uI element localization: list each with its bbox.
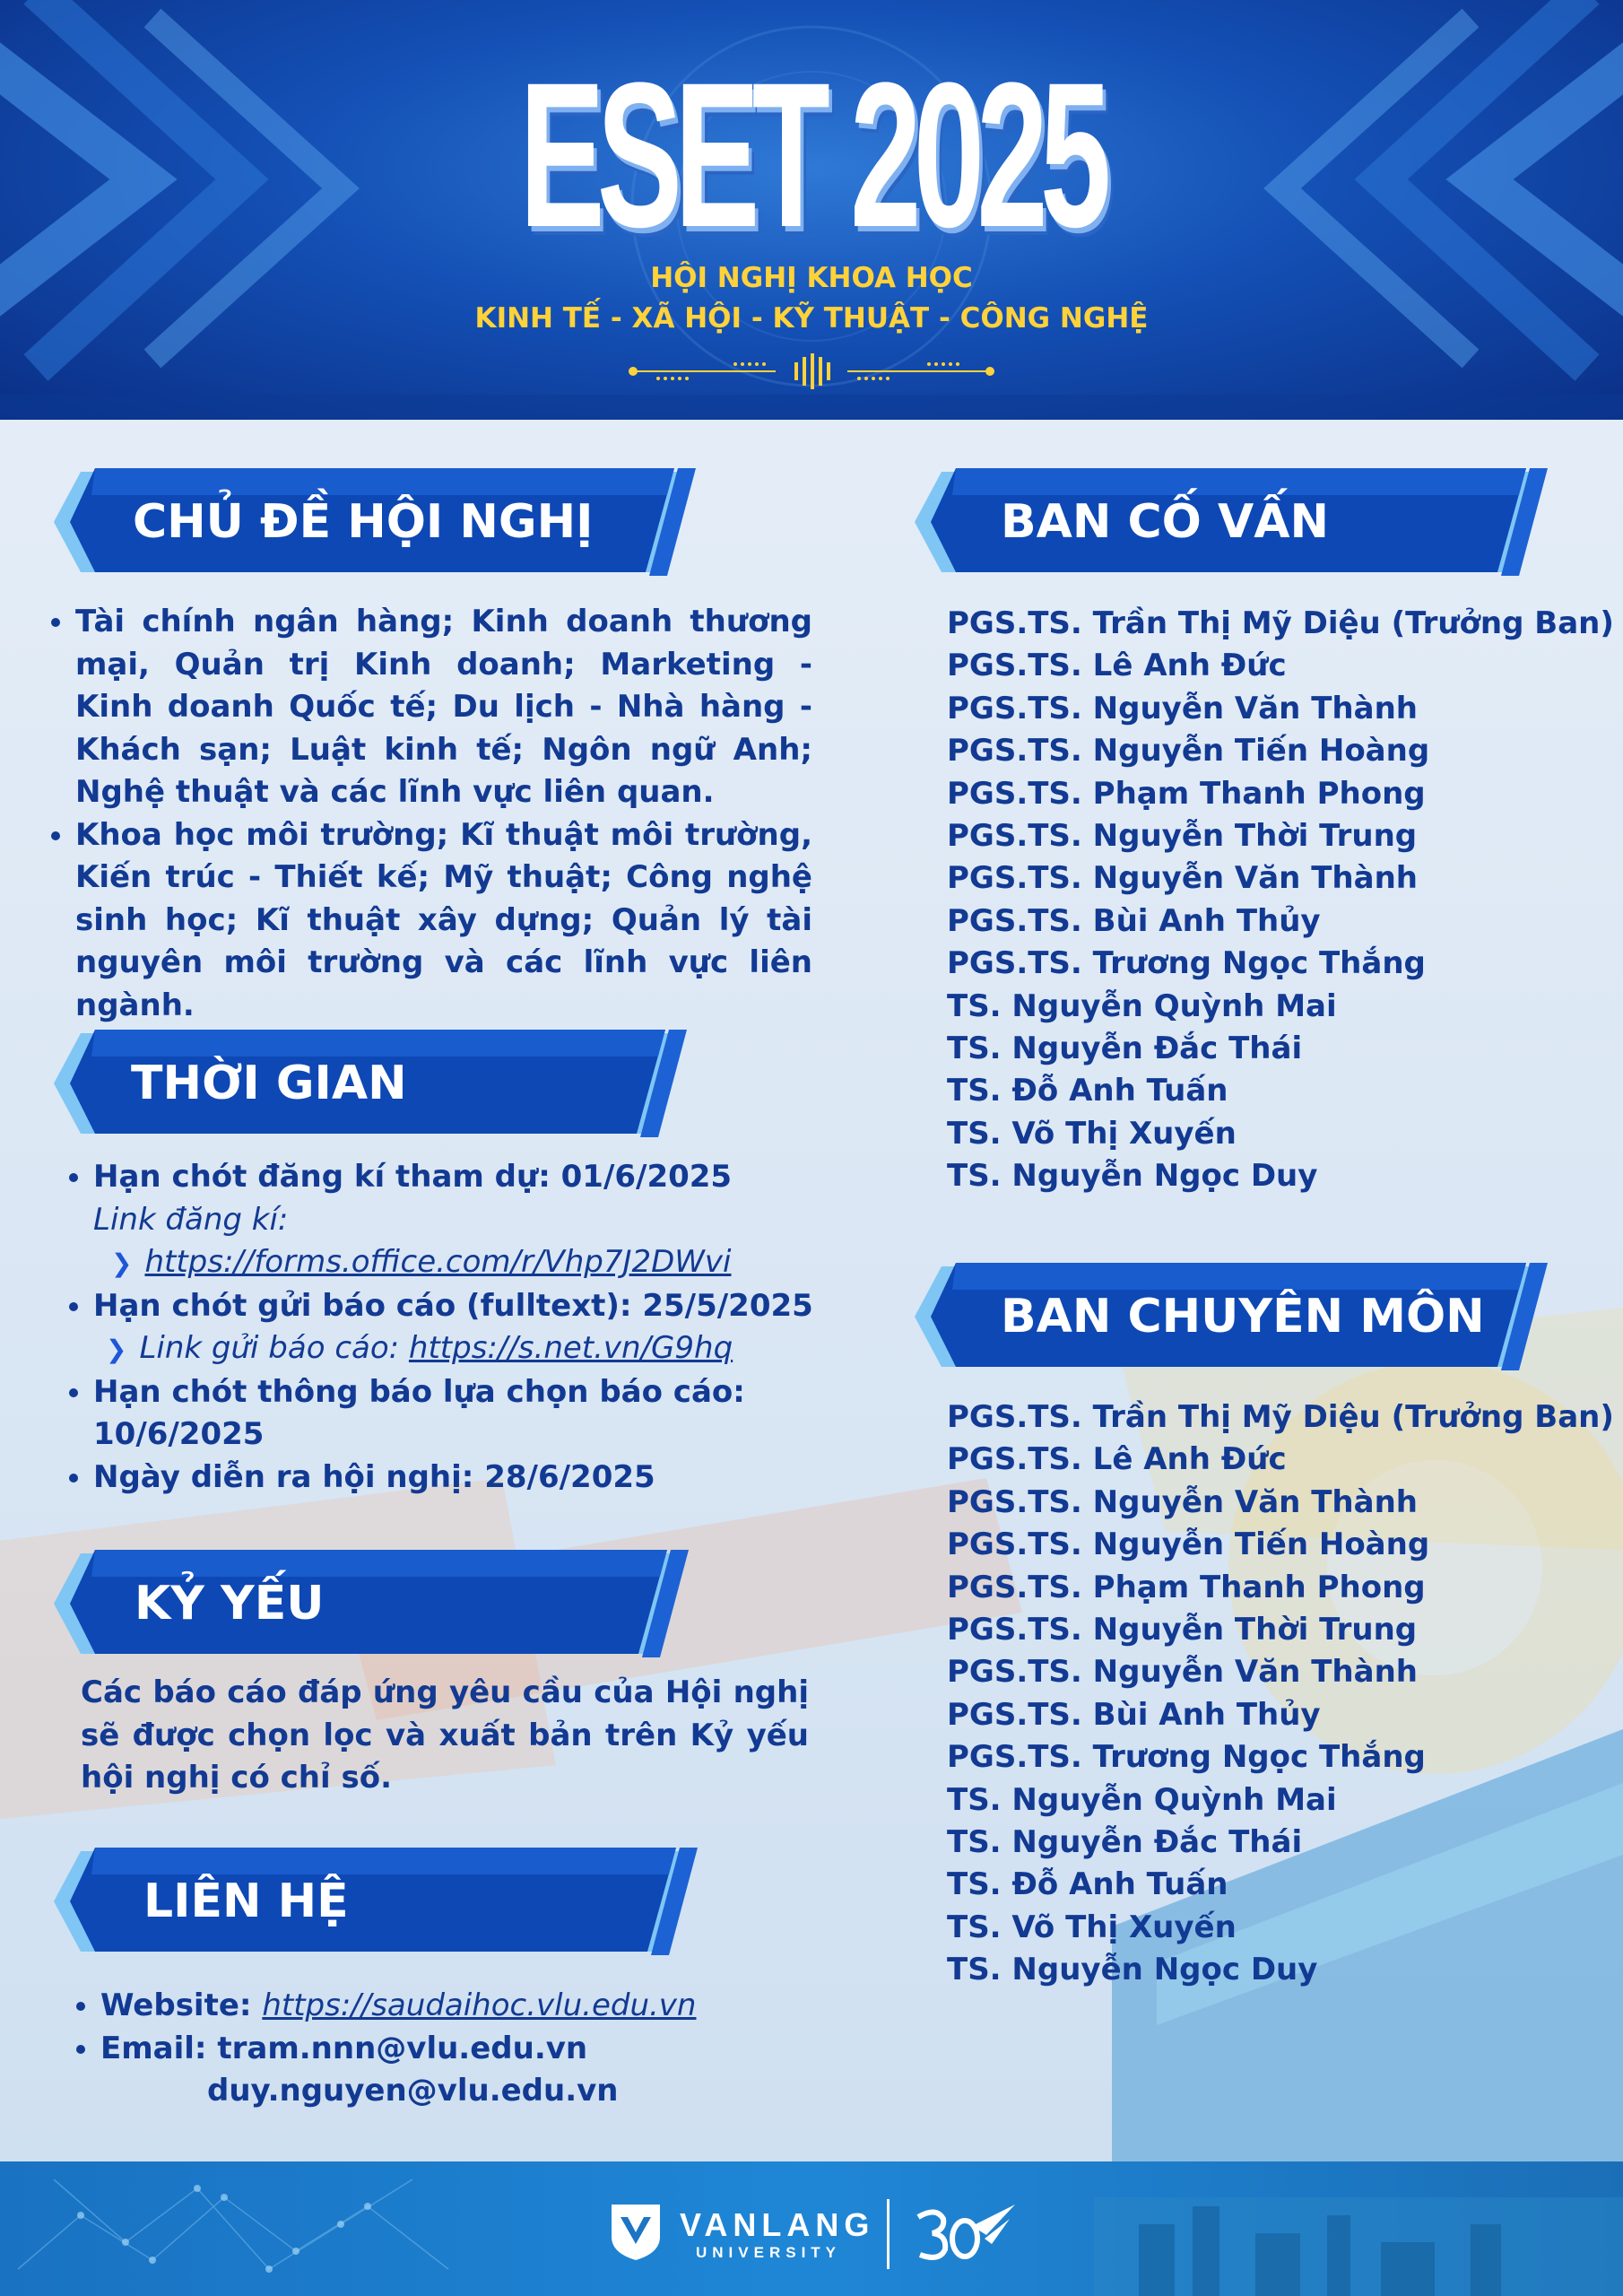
section-title-expert: BAN CHUYÊN MÔN <box>1001 1290 1485 1344</box>
expert-member: TS. Võ Thị Xuyến <box>947 1909 1237 1945</box>
section-banner-topics <box>47 468 701 576</box>
chevron-right-icon: ❯ <box>111 1248 133 1278</box>
fulltext-deadline: Hạn chót gửi báo cáo (fulltext): 25/5/2025 <box>93 1287 813 1324</box>
ornament-divider <box>628 353 995 389</box>
registration-link-label: Link đăng kí: <box>93 1201 289 1238</box>
section-banner-proceedings <box>47 1550 694 1657</box>
advisory-member: PGS.TS. Trương Ngọc Thắng <box>947 945 1426 982</box>
anniversary-logo-icon <box>909 2199 1017 2271</box>
contact-email <box>100 2028 841 2113</box>
contact-website <box>100 1985 841 2028</box>
advisory-member: TS. Nguyễn Ngọc Duy <box>947 1158 1318 1195</box>
section-title-advisory: BAN CỐ VẤN <box>1001 495 1329 549</box>
expert-member: PGS.TS. Nguyễn Văn Thành <box>947 1654 1418 1691</box>
timeline-list <box>61 1156 832 1499</box>
event-subtitle-line1: HỘI NGHỊ KHOA HỌC <box>650 262 973 294</box>
submission-link-label: Link gửi báo cáo: <box>139 1330 400 1366</box>
advisory-member: PGS.TS. Nguyễn Tiến Hoàng <box>947 733 1430 770</box>
expert-member: PGS.TS. Nguyễn Tiến Hoàng <box>947 1526 1430 1563</box>
expert-member: TS. Nguyễn Đắc Thái <box>947 1824 1303 1861</box>
expert-member: PGS.TS. Trương Ngọc Thắng <box>947 1739 1426 1776</box>
advisory-member: TS. Nguyễn Đắc Thái <box>947 1031 1303 1067</box>
advisory-board-list <box>947 603 1614 1198</box>
advisory-member: TS. Đỗ Anh Tuấn <box>947 1073 1228 1109</box>
notification-deadline-b: 10/6/2025 <box>93 1416 265 1452</box>
expert-board-list <box>947 1396 1614 1992</box>
notification-deadline-a: Hạn chót thông báo lựa chọn báo cáo: <box>93 1373 745 1410</box>
expert-member: PGS.TS. Phạm Thanh Phong <box>947 1569 1426 1605</box>
expert-member: PGS.TS. Nguyễn Thời Trung <box>947 1612 1418 1648</box>
registration-link-row <box>93 1241 832 1285</box>
vanlang-shield-logo-icon <box>608 2201 664 2262</box>
section-banner-contact <box>47 1848 703 1955</box>
expert-member: TS. Đỗ Anh Tuấn <box>947 1866 1228 1903</box>
section-title-topics: CHỦ ĐỀ HỘI NGHỊ <box>133 495 594 549</box>
advisory-member: PGS.TS. Trần Thị Mỹ Diệu (Trưởng Ban) <box>947 605 1614 641</box>
timeline-conference-date: • Ngày diễn ra hội nghị: 28/6/2025 <box>93 1457 832 1500</box>
topics-list <box>45 601 812 1027</box>
advisory-member: PGS.TS. Bùi Anh Thủy <box>947 902 1321 939</box>
section-banner-time <box>47 1030 692 1137</box>
expert-member: PGS.TS. Lê Anh Đức <box>947 1441 1287 1478</box>
expert-member: PGS.TS. Trần Thị Mỹ Diệu (Trưởng Ban) <box>947 1399 1614 1435</box>
section-title-contact: LIÊN HỆ <box>143 1874 349 1928</box>
advisory-member: PGS.TS. Nguyễn Văn Thành <box>947 690 1418 726</box>
chevron-right-icon: ❯ <box>106 1335 127 1364</box>
timeline-registration <box>93 1156 832 1285</box>
event-subtitle-line2: KINH TẾ - XÃ HỘI - KỸ THUẬT - CÔNG NGHỆ <box>474 302 1149 335</box>
expert-member: TS. Nguyễn Ngọc Duy <box>947 1952 1318 1988</box>
advisory-member: PGS.TS. Phạm Thanh Phong <box>947 775 1426 812</box>
timeline-notification <box>93 1371 832 1457</box>
website-link[interactable]: https://saudaihoc.vlu.edu.vn <box>262 1987 697 2023</box>
section-title-proceedings: KỶ YẾU <box>135 1577 325 1631</box>
advisory-member: PGS.TS. Nguyễn Thời Trung <box>947 818 1418 855</box>
advisory-member: PGS.TS. Nguyễn Văn Thành <box>947 860 1418 897</box>
email-link-1[interactable]: tram.nnn@vlu.edu.vn <box>217 2030 588 2066</box>
email-label: Email: <box>100 2030 207 2066</box>
university-sub: UNIVERSITY <box>696 2244 842 2261</box>
expert-member: PGS.TS. Bùi Anh Thủy <box>947 1696 1321 1733</box>
header-banner <box>0 0 1623 420</box>
advisory-member: TS. Nguyễn Quỳnh Mai <box>947 987 1337 1024</box>
section-title-time: THỜI GIAN <box>131 1057 407 1110</box>
expert-member: TS. Nguyễn Quỳnh Mai <box>947 1781 1337 1818</box>
timeline-fulltext <box>93 1285 832 1371</box>
submission-link[interactable]: https://s.net.vn/G9hq <box>408 1330 733 1366</box>
event-title: ESET 2025 <box>519 39 1104 270</box>
submission-link-row <box>93 1327 832 1371</box>
footer-divider <box>887 2199 890 2269</box>
proceedings-text: Các báo cáo đáp ứng yêu cầu của Hội nghị sẽ được chọn lọc và xuất bản trên Kỷ yếu hội nghị có chỉ số. <box>81 1674 809 1796</box>
topic-item-economics: • Tài chính ngân hàng; Kinh doanh thương mại, Quản trị Kinh doanh; Marketing - Kinh doanh Quốc tế; Du lịch - Nhà hàng - Khách sạn; Luật kinh tế; Ngôn ngữ Anh; Nghệ thuật và các lĩnh vực liên quan. <box>75 601 812 814</box>
section-banner-expert <box>907 1263 1553 1370</box>
section-banner-advisory <box>907 468 1553 576</box>
website-label: Website: <box>100 1987 252 2023</box>
topic-item-engineering: • Khoa học môi trường; Kĩ thuật môi trường, Kiến trúc - Thiết kế; Mỹ thuật; Công nghệ sinh học; Kĩ thuật xây dựng; Quản lý tài nguyên môi trường và các lĩnh vực liên ngành. <box>75 814 812 1028</box>
email-link-2[interactable]: duy.nguyen@vlu.edu.vn <box>207 2073 619 2109</box>
university-name: VANLANG <box>680 2206 875 2243</box>
advisory-member: TS. Võ Thị Xuyến <box>947 1115 1237 1152</box>
registration-link[interactable]: https://forms.office.com/r/Vhp7J2DWvi <box>144 1244 732 1280</box>
registration-deadline: Hạn chót đăng kí tham dự: 01/6/2025 <box>93 1159 733 1195</box>
contact-list <box>70 1985 841 2113</box>
advisory-member: PGS.TS. Lê Anh Đức <box>947 648 1287 684</box>
expert-member: PGS.TS. Nguyễn Văn Thành <box>947 1483 1418 1520</box>
